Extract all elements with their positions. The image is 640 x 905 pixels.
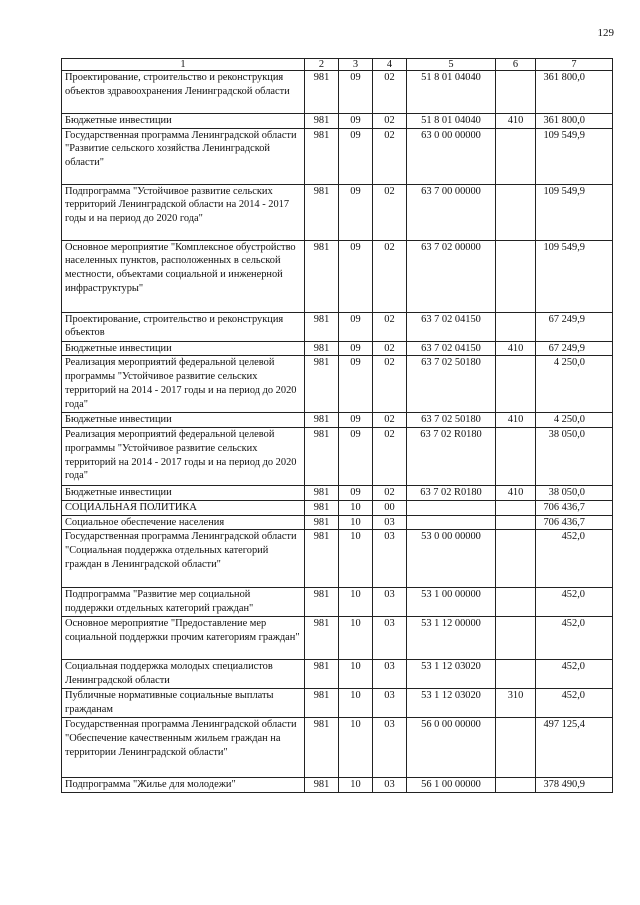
row-vr — [496, 428, 536, 486]
row-name: Государственная программа Ленинградской области "Обеспечение качественным жильем граждан на территории Ленинградской области" — [62, 718, 305, 778]
header-cell: 4 — [373, 59, 407, 71]
row-name: Основное мероприятие "Комплексное обустройство населенных пунктов, расположенных в сельской местности, объектами социальной и инженерной инфраструктуры" — [62, 240, 305, 312]
row-pr: 02 — [373, 114, 407, 129]
row-sum: 67 249,9 — [536, 312, 613, 341]
table-row — [62, 240, 613, 312]
row-csr: 63 7 02 50180 — [407, 356, 496, 413]
row-csr: 63 0 00 00000 — [407, 128, 496, 184]
row-pr: 02 — [373, 184, 407, 240]
row-pr: 03 — [373, 617, 407, 660]
row-pr: 03 — [373, 778, 407, 793]
row-gr: 981 — [305, 356, 339, 413]
row-rz: 09 — [339, 356, 373, 413]
header-cell: 1 — [62, 59, 305, 71]
row-name: Проектирование, строительство и реконструкция объектов здравоохранения Ленинградской области — [62, 71, 305, 114]
table-row — [62, 500, 613, 515]
row-sum: 452,0 — [536, 530, 613, 588]
table-row — [62, 530, 613, 588]
row-gr: 981 — [305, 660, 339, 689]
row-gr: 981 — [305, 718, 339, 778]
table-row — [62, 428, 613, 486]
row-vr — [496, 128, 536, 184]
row-name: Реализация мероприятий федеральной целевой программы "Устойчивое развитие сельских территорий на 2014 - 2017 годы и на период до 2020 года" — [62, 356, 305, 413]
row-sum: 109 549,9 — [536, 184, 613, 240]
row-csr: 56 1 00 00000 — [407, 778, 496, 793]
row-vr — [496, 240, 536, 312]
row-sum: 109 549,9 — [536, 240, 613, 312]
row-vr — [496, 356, 536, 413]
row-gr: 981 — [305, 689, 339, 718]
row-sum: 452,0 — [536, 617, 613, 660]
row-name: Государственная программа Ленинградской области "Развитие сельского хозяйства Ленинградской области" — [62, 128, 305, 184]
table-row — [62, 486, 613, 501]
row-csr: 51 8 01 04040 — [407, 114, 496, 129]
row-name: Проектирование, строительство и реконструкция объектов — [62, 312, 305, 341]
row-pr: 02 — [373, 312, 407, 341]
row-rz: 09 — [339, 71, 373, 114]
table-row — [62, 312, 613, 341]
row-csr: 63 7 02 50180 — [407, 413, 496, 428]
row-name: Подпрограмма "Жилье для молодежи" — [62, 778, 305, 793]
table-row — [62, 341, 613, 356]
row-pr: 02 — [373, 356, 407, 413]
row-rz: 09 — [339, 428, 373, 486]
row-pr: 03 — [373, 588, 407, 617]
row-rz: 09 — [339, 341, 373, 356]
table-row — [62, 588, 613, 617]
row-pr: 02 — [373, 486, 407, 501]
row-gr: 981 — [305, 778, 339, 793]
row-pr: 03 — [373, 530, 407, 588]
row-pr: 02 — [373, 128, 407, 184]
table-row — [62, 114, 613, 129]
row-gr: 981 — [305, 240, 339, 312]
row-gr: 981 — [305, 617, 339, 660]
row-csr: 63 7 02 R0180 — [407, 486, 496, 501]
row-vr: 410 — [496, 114, 536, 129]
row-pr: 02 — [373, 413, 407, 428]
row-sum: 378 490,9 — [536, 778, 613, 793]
row-gr: 981 — [305, 128, 339, 184]
row-csr: 63 7 02 00000 — [407, 240, 496, 312]
table-row — [62, 356, 613, 413]
row-name: Социальная поддержка молодых специалистов Ленинградской области — [62, 660, 305, 689]
table-row — [62, 184, 613, 240]
row-vr — [496, 660, 536, 689]
row-rz: 10 — [339, 617, 373, 660]
table-header-row — [62, 59, 613, 71]
table-row — [62, 778, 613, 793]
row-csr: 51 8 01 04040 — [407, 71, 496, 114]
row-vr — [496, 617, 536, 660]
row-name: Подпрограмма "Устойчивое развитие сельских территорий Ленинградской области на 2014 - 2017 годы и на период до 2020 года" — [62, 184, 305, 240]
row-csr: 53 1 12 03020 — [407, 660, 496, 689]
row-name: Бюджетные инвестиции — [62, 114, 305, 129]
row-name: Социальное обеспечение населения — [62, 515, 305, 530]
row-gr: 981 — [305, 428, 339, 486]
table-row — [62, 718, 613, 778]
row-csr: 53 0 00 00000 — [407, 530, 496, 588]
row-vr: 410 — [496, 413, 536, 428]
row-pr: 02 — [373, 341, 407, 356]
row-csr: 63 7 02 04150 — [407, 341, 496, 356]
row-vr: 410 — [496, 341, 536, 356]
table-row — [62, 515, 613, 530]
row-vr — [496, 588, 536, 617]
row-vr — [496, 71, 536, 114]
row-rz: 10 — [339, 689, 373, 718]
header-cell: 3 — [339, 59, 373, 71]
row-rz: 09 — [339, 413, 373, 428]
row-pr: 02 — [373, 428, 407, 486]
row-csr: 53 1 12 03020 — [407, 689, 496, 718]
table-row — [62, 71, 613, 114]
row-vr — [496, 184, 536, 240]
row-csr: 63 7 00 00000 — [407, 184, 496, 240]
page-number: 129 — [597, 27, 614, 39]
row-rz: 09 — [339, 486, 373, 501]
row-csr — [407, 515, 496, 530]
row-vr: 410 — [496, 486, 536, 501]
row-rz: 10 — [339, 588, 373, 617]
row-rz: 10 — [339, 778, 373, 793]
header-cell: 5 — [407, 59, 496, 71]
header-cell: 2 — [305, 59, 339, 71]
row-sum: 38 050,0 — [536, 428, 613, 486]
header-cell: 7 — [536, 59, 613, 71]
row-pr: 03 — [373, 689, 407, 718]
row-sum: 109 549,9 — [536, 128, 613, 184]
row-csr — [407, 500, 496, 515]
table-row — [62, 660, 613, 689]
row-gr: 981 — [305, 71, 339, 114]
row-gr: 981 — [305, 486, 339, 501]
row-gr: 981 — [305, 184, 339, 240]
row-vr — [496, 530, 536, 588]
row-sum: 497 125,4 — [536, 718, 613, 778]
row-name: Реализация мероприятий федеральной целевой программы "Устойчивое развитие сельских территорий на 2014 - 2017 годы и на период до 2020 года" — [62, 428, 305, 486]
row-vr: 310 — [496, 689, 536, 718]
row-rz: 10 — [339, 718, 373, 778]
row-name: Подпрограмма "Развитие мер социальной поддержки отдельных категорий граждан" — [62, 588, 305, 617]
table-row — [62, 689, 613, 718]
row-sum: 4 250,0 — [536, 356, 613, 413]
row-pr: 03 — [373, 660, 407, 689]
row-gr: 981 — [305, 312, 339, 341]
row-vr — [496, 500, 536, 515]
row-gr: 981 — [305, 515, 339, 530]
row-pr: 00 — [373, 500, 407, 515]
row-rz: 10 — [339, 660, 373, 689]
row-pr: 03 — [373, 515, 407, 530]
row-rz: 09 — [339, 184, 373, 240]
row-csr: 63 7 02 R0180 — [407, 428, 496, 486]
row-vr — [496, 718, 536, 778]
row-name: Бюджетные инвестиции — [62, 413, 305, 428]
row-rz: 10 — [339, 515, 373, 530]
row-vr — [496, 778, 536, 793]
row-rz: 09 — [339, 114, 373, 129]
row-csr: 63 7 02 04150 — [407, 312, 496, 341]
row-name: Бюджетные инвестиции — [62, 486, 305, 501]
row-name: Бюджетные инвестиции — [62, 341, 305, 356]
row-rz: 09 — [339, 312, 373, 341]
header-cell: 6 — [496, 59, 536, 71]
row-name: Основное мероприятие "Предоставление мер социальной поддержки прочим категориям граждан" — [62, 617, 305, 660]
row-sum: 706 436,7 — [536, 515, 613, 530]
row-sum: 67 249,9 — [536, 341, 613, 356]
row-gr: 981 — [305, 341, 339, 356]
row-sum: 452,0 — [536, 689, 613, 718]
row-pr: 02 — [373, 71, 407, 114]
budget-table — [61, 58, 613, 793]
row-vr — [496, 515, 536, 530]
row-gr: 981 — [305, 500, 339, 515]
row-gr: 981 — [305, 530, 339, 588]
row-rz: 09 — [339, 128, 373, 184]
row-gr: 981 — [305, 114, 339, 129]
row-csr: 53 1 12 00000 — [407, 617, 496, 660]
row-gr: 981 — [305, 413, 339, 428]
row-pr: 02 — [373, 240, 407, 312]
row-sum: 706 436,7 — [536, 500, 613, 515]
row-rz: 10 — [339, 500, 373, 515]
row-name: СОЦИАЛЬНАЯ ПОЛИТИКА — [62, 500, 305, 515]
row-csr: 53 1 00 00000 — [407, 588, 496, 617]
row-name: Публичные нормативные социальные выплаты гражданам — [62, 689, 305, 718]
table-row — [62, 617, 613, 660]
row-name: Государственная программа Ленинградской области "Социальная поддержка отдельных категорий граждан в Ленинградской области" — [62, 530, 305, 588]
row-vr — [496, 312, 536, 341]
table-row — [62, 413, 613, 428]
row-sum: 4 250,0 — [536, 413, 613, 428]
row-sum: 38 050,0 — [536, 486, 613, 501]
row-pr: 03 — [373, 718, 407, 778]
row-rz: 10 — [339, 530, 373, 588]
row-sum: 452,0 — [536, 660, 613, 689]
table-row — [62, 128, 613, 184]
row-rz: 09 — [339, 240, 373, 312]
row-sum: 452,0 — [536, 588, 613, 617]
row-sum: 361 800,0 — [536, 71, 613, 114]
row-sum: 361 800,0 — [536, 114, 613, 129]
row-gr: 981 — [305, 588, 339, 617]
row-csr: 56 0 00 00000 — [407, 718, 496, 778]
